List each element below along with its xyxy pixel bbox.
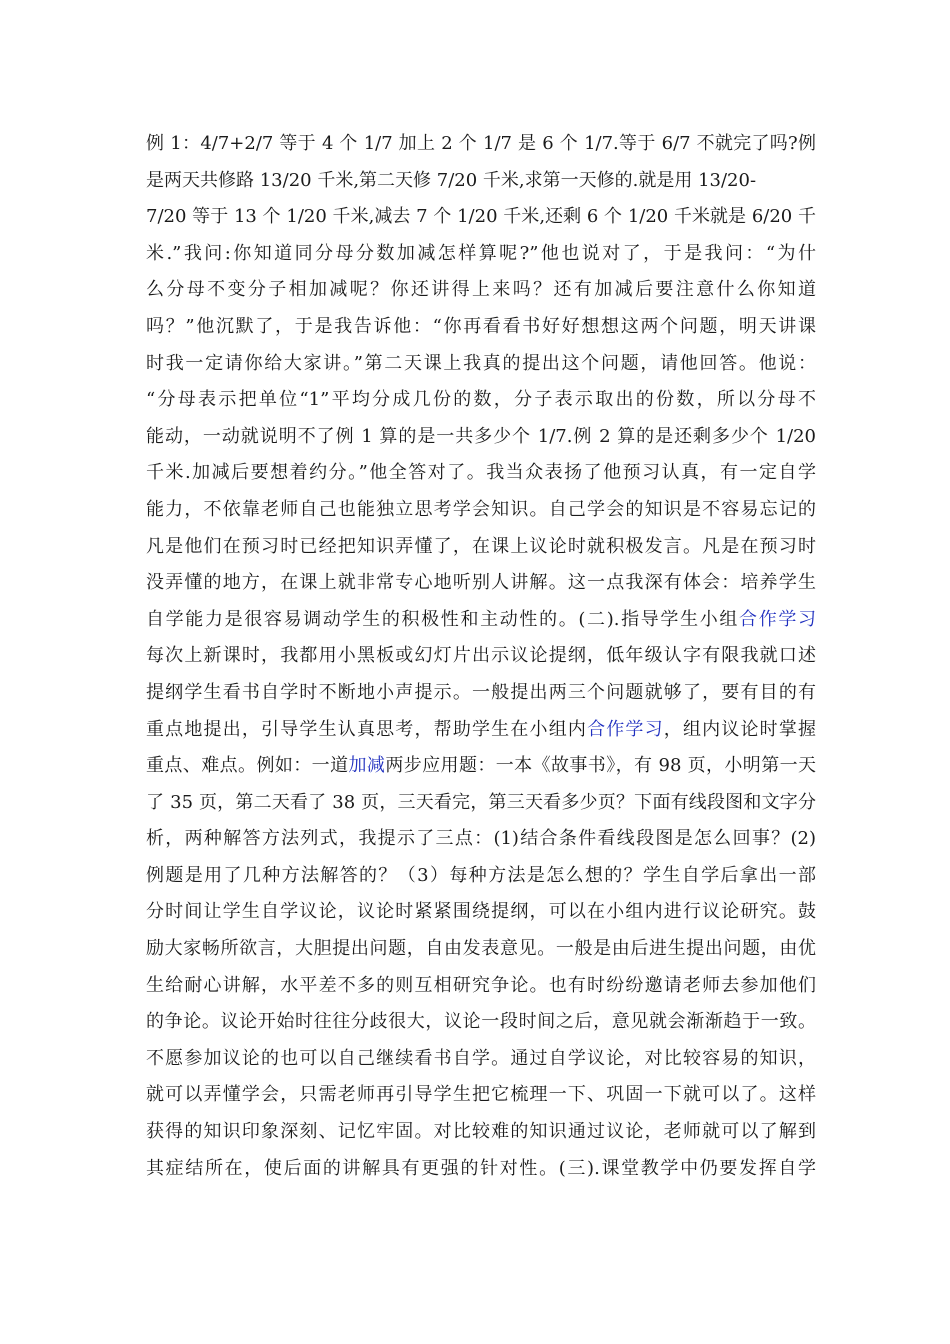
- text-segment: 提纲学生看书自学时不断地小声提示。一般提出两三个问题就够了，要有目的有: [146, 681, 816, 703]
- text-segment: 能动，一动就说明不了例 1 算的是一共多少个 1/7.例 2 算的是还剩多少个 1/20: [146, 425, 816, 447]
- text-segment: 么分母不变分子相加减呢？你还讲得上来吗？还有加减后要注意什么你知道: [146, 279, 816, 301]
- text-line: [146, 675, 816, 712]
- text-line: [146, 419, 816, 456]
- text-segment: 分时间让学生自学议论，议论时紧紧围绕提纲，可以在小组内进行议论研究。鼓: [146, 901, 816, 923]
- text-line: [146, 236, 816, 273]
- text-segment: 获得的知识印象深刻、记忆牢固。对比较难的知识通过议论，老师就可以了解到: [146, 1121, 816, 1143]
- text-line: [146, 346, 816, 383]
- text-line: [146, 565, 816, 602]
- text-line: [146, 126, 816, 163]
- text-line: [146, 821, 816, 858]
- text-segment: 重点地提出，引导学生认真思考，帮助学生在小组内: [146, 718, 588, 740]
- text-line: [146, 1114, 816, 1151]
- text-segment: 例题是用了几种方法解答的？（3）每种方法是怎么想的？学生自学后拿出一部: [146, 864, 816, 886]
- text-line: [146, 1151, 816, 1188]
- text-segment: 凡是他们在预习时已经把知识弄懂了，在课上议论时就积极发言。凡是在预习时: [146, 535, 816, 557]
- text-line: [146, 968, 816, 1005]
- text-segment: 不愿参加议论的也可以自己继续看书自学。通过自学议论，对比较容易的知识，: [146, 1047, 816, 1069]
- text-segment: ，组内议论时掌握: [663, 718, 816, 740]
- text-segment: 励大家畅所欲言，大胆提出问题，自由发表意见。一般是由后进生提出问题，由优: [146, 938, 816, 960]
- text-line: [146, 785, 816, 822]
- text-line: [146, 455, 816, 492]
- text-line: [146, 163, 816, 200]
- text-segment: 是两天共修路 13/20 千米,第二天修 7/20 千米,求第一天修的.就是用 13/20-: [146, 169, 757, 191]
- text-line: [146, 894, 816, 931]
- text-segment: “分母表示把单位“1”平均分成几份的数，分子表示取出的份数，所以分母不: [146, 389, 816, 411]
- text-segment: 每次上新课时，我都用小黑板或幻灯片出示议论提纲，低年级认字有限我就口述: [146, 645, 816, 667]
- text-segment: 了 35 页，第二天看了 38 页，三天看完，第三天看多少页？下面有线段图和文字分: [146, 791, 816, 813]
- inline-link[interactable]: 加减: [348, 755, 386, 777]
- text-segment: 生给耐心讲解，水平差不多的则互相研究争论。也有时纷纷邀请老师去参加他们: [146, 974, 816, 996]
- text-segment: 没弄懂的地方，在课上就非常专心地听别人讲解。这一点我深有体会：培养学生: [146, 572, 816, 594]
- text-line: [146, 199, 816, 236]
- text-segment: 两步应用题：一本《故事书》，有 98 页，小明第一天: [385, 755, 816, 777]
- text-segment: 自学能力是很容易调动学生的积极性和主动性的。(二).指导学生小组: [146, 608, 740, 630]
- text-line: [146, 529, 816, 566]
- text-line: [146, 1041, 816, 1078]
- text-line: [146, 382, 816, 419]
- inline-link[interactable]: 合作学习: [587, 718, 664, 740]
- text-segment: 吗？”他沉默了，于是我告诉他：“你再看看书好好想想这两个问题，明天讲课: [146, 315, 816, 337]
- text-line: [146, 712, 816, 749]
- text-segment: 能力，不依靠老师自己也能独立思考学会知识。自己学会的知识是不容易忘记的: [146, 498, 816, 520]
- text-line: [146, 309, 816, 346]
- text-segment: 就可以弄懂学会，只需老师再引导学生把它梳理一下、巩固一下就可以了。这样: [146, 1084, 816, 1106]
- text-segment: 其症结所在，使后面的讲解具有更强的针对性。(三).课堂教学中仍要发挥自学: [146, 1157, 816, 1179]
- text-segment: 7/20 等于 13 个 1/20 千米,减去 7 个 1/20 千米,还剩 6 个 1/20 千米就是 6/20 千: [146, 206, 816, 228]
- text-line: [146, 492, 816, 529]
- body-text: [146, 126, 816, 1187]
- inline-link[interactable]: 合作学习: [739, 608, 816, 630]
- text-line: [146, 1077, 816, 1114]
- text-line: [146, 602, 816, 639]
- text-line: [146, 748, 816, 785]
- text-segment: 析，两种解答方法列式，我提示了三点：(1)结合条件看线段图是怎么回事？(2): [146, 828, 816, 850]
- text-line: [146, 858, 816, 895]
- text-segment: 例 1：4/7+2/7 等于 4 个 1/7 加上 2 个 1/7 是 6 个 1/7.等于 6/7 不就完了吗?例: [146, 133, 816, 154]
- text-line: [146, 638, 816, 675]
- text-segment: 的争论。议论开始时往往分歧很大，议论一段时间之后，意见就会渐渐趋于一致。: [146, 1011, 816, 1033]
- text-line: [146, 1004, 816, 1041]
- text-segment: 重点、难点。例如：一道: [146, 755, 349, 777]
- text-line: [146, 272, 816, 309]
- text-segment: 千米.加减后要想着约分。”他全答对了。我当众表扬了他预习认真，有一定自学: [146, 462, 816, 484]
- text-segment: 时我一定请你给大家讲。”第二天课上我真的提出这个问题，请他回答。他说：: [146, 352, 816, 374]
- text-segment: 米.”我问:你知道同分母分数加减怎样算呢?”他也说对了，于是我问：“为什: [146, 242, 816, 264]
- text-line: [146, 931, 816, 968]
